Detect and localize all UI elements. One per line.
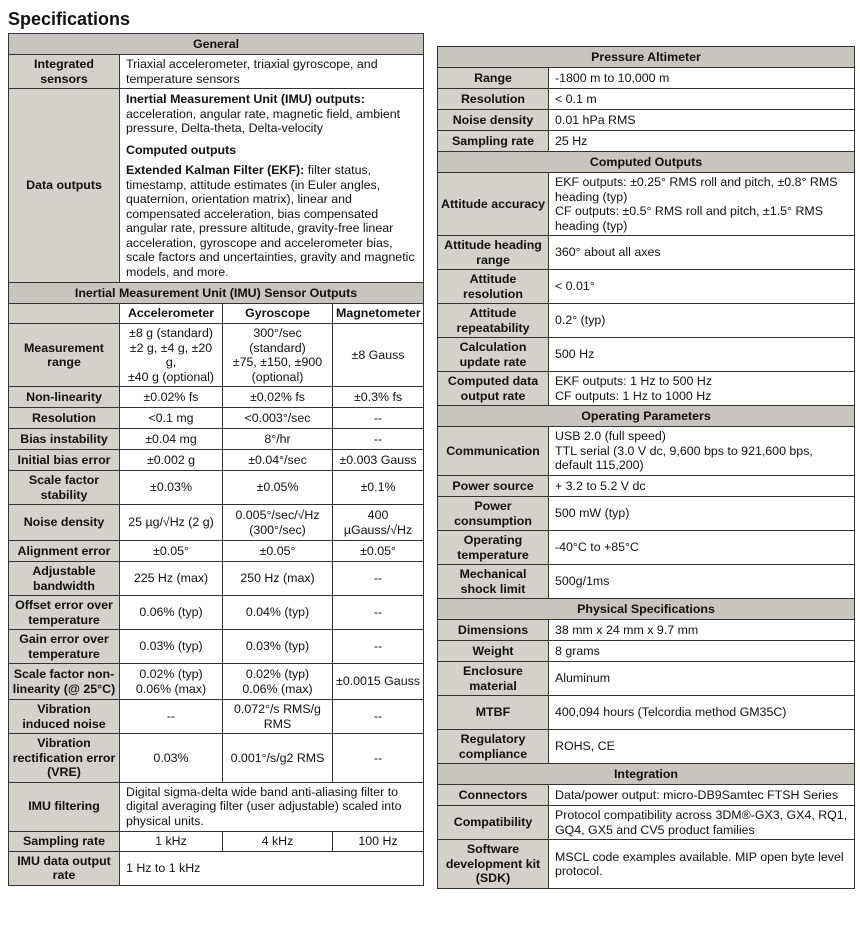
value-line: ±0.02% fs	[249, 389, 305, 404]
imu-cell-accelerometer	[120, 734, 223, 783]
row-label-imu-filtering: IMU filtering	[9, 782, 120, 831]
table-row	[438, 620, 855, 641]
row-label-calculation-update-rate: Calculation update rate	[438, 338, 549, 372]
section-header-integration: Integration	[438, 764, 855, 785]
imu-cell-accelerometer	[120, 471, 223, 505]
value-line: 8°/hr	[264, 431, 291, 446]
value-line: CF outputs: ±0.5° RMS roll and pitch, ±1.5° RMS heading (typ)	[555, 204, 823, 233]
imu-column-header: Gyroscope	[223, 304, 333, 324]
table-row	[438, 662, 855, 696]
value-line: --	[373, 410, 383, 425]
value-line: --	[373, 605, 383, 620]
value-line: 0.03% (typ)	[139, 639, 203, 654]
value-line: TTL serial (3.0 V dc, 9,600 bps to 921,600 bps, default 115,200)	[555, 443, 813, 473]
imu-cell-gyroscope	[223, 429, 333, 450]
imu-cell-magnetometer	[333, 408, 424, 429]
value-line: < 0.01°	[555, 279, 595, 294]
section-header-physical-specifications: Physical Specifications	[438, 599, 855, 620]
value-line: ±8 g (standard)	[129, 326, 213, 340]
value-line: --	[373, 750, 383, 765]
value-line: 0.005°/sec/√Hz	[235, 508, 320, 522]
section-row	[438, 47, 855, 68]
ekf-heading: Extended Kalman Filter (EKF):	[126, 163, 305, 177]
value-line: RMS	[263, 716, 292, 731]
row-label-vibration-induced-noise: Vibration induced noise	[9, 700, 120, 734]
section-row	[438, 764, 855, 785]
table-row	[9, 851, 424, 885]
imu-cell-magnetometer	[333, 387, 424, 408]
row-label-range: Range	[438, 68, 549, 89]
row-label-adjustable-bandwidth: Adjustable bandwidth	[9, 562, 120, 596]
value-line: --	[373, 709, 383, 724]
value-line: 38 mm x 24 mm x 9.7 mm	[555, 622, 699, 637]
row-label-dimensions: Dimensions	[438, 620, 549, 641]
row-value-attitude-repeatability	[549, 304, 855, 338]
row-value-attitude-resolution	[549, 270, 855, 304]
left-spec-table	[8, 33, 424, 886]
row-label-gain-error-over-temperature: Gain error over temperature	[9, 630, 120, 664]
table-row	[9, 324, 424, 387]
value-line: ±0.04 mg	[145, 431, 197, 446]
row-value-software-development-kit-sdk	[549, 840, 855, 889]
imu-outputs-heading: Inertial Measurement Unit (IMU) outputs:	[126, 92, 365, 106]
row-label-offset-error-over-temperature: Offset error over temperature	[9, 596, 120, 630]
table-row	[438, 497, 855, 531]
value-line: < 0.1 m	[555, 91, 597, 106]
ekf-outputs-text	[126, 163, 417, 279]
row-label-computed-data-output-rate: Computed data output rate	[438, 372, 549, 406]
section-header-imu: Inertial Measurement Unit (IMU) Sensor Outputs	[9, 283, 424, 304]
row-value-dimensions	[549, 620, 855, 641]
row-label-scale-factor-non-linearity-25-c: Scale factor non-linearity (@ 25°C)	[9, 664, 120, 700]
row-label-data-outputs: Data outputs	[9, 89, 120, 283]
row-label-integrated-sensors: Integrated sensors	[9, 55, 120, 89]
imu-cell-accelerometer	[120, 429, 223, 450]
row-value-weight	[549, 641, 855, 662]
row-label-compatibility: Compatibility	[438, 806, 549, 840]
imu-cell-magnetometer: 100 Hz	[333, 831, 424, 851]
imu-cell-accelerometer	[120, 505, 223, 541]
value-line: 0.04% (typ)	[245, 605, 310, 620]
row-label-enclosure-material: Enclosure material	[438, 662, 549, 696]
value-line: ±0.3% fs	[353, 389, 403, 404]
value-line: 400,094 hours (Telcordia method GM35C)	[555, 705, 787, 720]
table-row	[9, 664, 424, 700]
imu-cell-magnetometer	[333, 429, 424, 450]
row-label-power-source: Power source	[438, 476, 549, 497]
row-label-attitude-accuracy: Attitude accuracy	[438, 173, 549, 236]
imu-cell-accelerometer	[120, 387, 223, 408]
table-row	[438, 565, 855, 599]
table-row	[9, 700, 424, 734]
row-value-sampling-rate	[549, 131, 855, 152]
row-label-non-linearity: Non-linearity	[9, 387, 120, 408]
imu-cell-gyroscope	[223, 700, 333, 734]
imu-cell-accelerometer	[120, 541, 223, 562]
value-line: 0.02% (typ)	[139, 667, 203, 681]
table-row	[438, 696, 855, 730]
value-line: 8 grams	[555, 643, 600, 658]
table-row	[438, 840, 855, 889]
table-row	[438, 173, 855, 236]
row-value-mechanical-shock-limit	[549, 565, 855, 599]
value-line: + 3.2 to 5.2 V dc	[555, 478, 646, 493]
row-value-noise-density	[549, 110, 855, 131]
value-line: ±0.03%	[150, 480, 192, 495]
imu-column-header: Magnetometer	[333, 304, 424, 324]
row-value-integrated-sensors: Triaxial accelerometer, triaxial gyroscope, and temperature sensors	[120, 55, 424, 89]
row-value-resolution	[549, 89, 855, 110]
row-value-connectors	[549, 785, 855, 806]
row-label-software-development-kit-sdk: Software development kit (SDK)	[438, 840, 549, 889]
table-row	[438, 531, 855, 565]
table-row	[438, 236, 855, 270]
value-line: (optional)	[251, 369, 304, 384]
value-line: <0.003°/sec	[244, 410, 311, 425]
value-line: MSCL code examples available. MIP open byte level protocol.	[555, 849, 844, 878]
section-header-operating-parameters: Operating Parameters	[438, 406, 855, 427]
page-title: Specifications	[8, 9, 131, 29]
value-line: ±0.0015 Gauss	[336, 674, 420, 689]
imu-cell-accelerometer	[120, 630, 223, 664]
row-value-regulatory-compliance	[549, 730, 855, 764]
value-line: 0.001°/s/g2 RMS	[230, 750, 325, 765]
table-row	[9, 596, 424, 630]
value-line: -40°C to +85°C	[555, 540, 639, 555]
table-row	[9, 450, 424, 471]
value-line: ±0.003 Gauss	[339, 452, 417, 467]
row-label-measurement-range: Measurement range	[9, 324, 120, 387]
imu-cell-accelerometer	[120, 596, 223, 630]
imu-cell-accelerometer	[120, 408, 223, 429]
row-label-mechanical-shock-limit: Mechanical shock limit	[438, 565, 549, 599]
imu-column-header: Accelerometer	[120, 304, 223, 324]
section-row	[438, 152, 855, 173]
table-row	[438, 110, 855, 131]
row-value-compatibility	[549, 806, 855, 840]
row-label-alignment-error: Alignment error	[9, 541, 120, 562]
row-value-calculation-update-rate	[549, 338, 855, 372]
value-line: ±75, ±150, ±900	[232, 355, 323, 369]
imu-cell-gyroscope	[223, 450, 333, 471]
imu-cell-magnetometer	[333, 734, 424, 783]
row-label-noise-density: Noise density	[9, 505, 120, 541]
row-value-communication	[549, 427, 855, 476]
value-line: ±0.05°	[360, 543, 396, 558]
imu-cell-accelerometer: 1 kHz	[120, 831, 223, 851]
table-row	[438, 427, 855, 476]
value-line: Protocol compatibility across 3DM®-GX3, GX4, RQ1, GQ4, GX5 and CV5 product families	[555, 808, 848, 837]
row-label-attitude-heading-range: Attitude heading range	[438, 236, 549, 270]
table-row	[438, 304, 855, 338]
table-row	[438, 806, 855, 840]
value-line: 500 mW (typ)	[555, 506, 630, 521]
section-row	[438, 599, 855, 620]
table-row	[438, 89, 855, 110]
value-line: (300°/sec)	[249, 522, 306, 537]
value-line: --	[373, 571, 383, 586]
value-line: ±0.1%	[360, 480, 396, 495]
row-value-enclosure-material	[549, 662, 855, 696]
value-line: 0.02% (typ)	[245, 667, 310, 681]
imu-cell-accelerometer	[120, 450, 223, 471]
row-label-bias-instability: Bias instability	[9, 429, 120, 450]
value-line: ±0.05%	[256, 480, 299, 495]
right-spec-table	[437, 46, 855, 889]
row-label-imu-data-output-rate: IMU data output rate	[9, 851, 120, 885]
row-label-resolution: Resolution	[9, 408, 120, 429]
table-row	[438, 372, 855, 406]
value-line: EKF outputs: ±0.25° RMS roll and pitch, ±0.8° RMS heading (typ)	[555, 175, 838, 204]
imu-column-header-blank	[9, 304, 120, 324]
value-line: <0.1 mg	[148, 410, 194, 425]
row-value-data-outputs	[120, 89, 424, 283]
value-line: 25 µg/√Hz (2 g)	[128, 515, 214, 530]
imu-cell-gyroscope: 4 kHz	[223, 831, 333, 851]
value-line: -1800 m to 10,000 m	[555, 70, 670, 85]
table-row	[9, 505, 424, 541]
value-line: 0.06% (typ)	[139, 605, 203, 620]
imu-cell-accelerometer	[120, 324, 223, 387]
value-line: 0.072°/s RMS/g	[234, 702, 321, 716]
row-label-weight: Weight	[438, 641, 549, 662]
section-header-computed-outputs: Computed Outputs	[438, 152, 855, 173]
imu-cell-magnetometer	[333, 630, 424, 664]
table-row	[9, 471, 424, 505]
value-line: --	[373, 431, 383, 446]
row-label-connectors: Connectors	[438, 785, 549, 806]
value-line: 225 Hz (max)	[133, 571, 209, 586]
row-label-regulatory-compliance: Regulatory compliance	[438, 730, 549, 764]
value-line: ±0.05°	[153, 543, 189, 558]
value-line: 250 Hz (max)	[240, 571, 315, 586]
section-header-pressure-altimeter: Pressure Altimeter	[438, 47, 855, 68]
imu-cell-accelerometer	[120, 664, 223, 700]
value-line: 0.06% (max)	[242, 681, 313, 696]
value-line: 0.2° (typ)	[555, 313, 606, 328]
table-row	[9, 630, 424, 664]
table-row	[9, 408, 424, 429]
row-label-scale-factor-stability: Scale factor stability	[9, 471, 120, 505]
imu-cell-gyroscope	[223, 630, 333, 664]
row-label-vibration-rectification-error-vre: Vibration rectification error (VRE)	[9, 734, 120, 783]
imu-cell-gyroscope	[223, 734, 333, 783]
value-line: 0.06% (max)	[135, 681, 207, 696]
value-line: 300°/sec (standard)	[249, 326, 306, 355]
imu-cell-magnetometer	[333, 664, 424, 700]
value-line: --	[166, 709, 176, 724]
row-label-mtbf: MTBF	[438, 696, 549, 730]
ekf-text: filter status, timestamp, attitude estimates (in Euler angles, quaternion, orientation matrix), linear and compensated acceleration, bias compensated angular rate, pressure altitude, gravity-free linear acceleration, gyroscope and accelerometer bias, scale factors and uncertainties, gravity and magnetic models, and more.	[126, 163, 415, 279]
row-label-sampling-rate: Sampling rate	[9, 831, 120, 851]
row-value-mtbf	[549, 696, 855, 730]
table-row	[438, 131, 855, 152]
value-line: ±0.02% fs	[143, 389, 199, 404]
row-value-computed-data-output-rate	[549, 372, 855, 406]
section-header-general: General	[9, 34, 424, 55]
row-value-attitude-heading-range	[549, 236, 855, 270]
value-line: Data/power output: micro-DB9Samtec FTSH Series	[555, 787, 839, 802]
imu-cell-magnetometer	[333, 505, 424, 541]
imu-cell-gyroscope	[223, 408, 333, 429]
imu-cell-magnetometer	[333, 562, 424, 596]
value-line: 0.03%	[153, 750, 189, 765]
table-row	[9, 429, 424, 450]
table-row	[9, 782, 424, 831]
row-label-initial-bias-error: Initial bias error	[9, 450, 120, 471]
imu-cell-gyroscope	[223, 562, 333, 596]
value-line: µGauss/√Hz	[343, 522, 413, 537]
table-row	[438, 785, 855, 806]
row-value-imu-filtering: Digital sigma-delta wide band anti-aliasing filter to digital averaging filter (user adjustable) scaled into physical units.	[120, 782, 424, 831]
value-line: 500g/1ms	[555, 574, 610, 589]
imu-cell-magnetometer	[333, 324, 424, 387]
imu-cell-gyroscope	[223, 505, 333, 541]
row-label-attitude-repeatability: Attitude repeatability	[438, 304, 549, 338]
row-label-attitude-resolution: Attitude resolution	[438, 270, 549, 304]
row-value-power-consumption	[549, 497, 855, 531]
value-line: 400	[367, 508, 389, 522]
table-row	[438, 641, 855, 662]
value-line: 0.01 hPa RMS	[555, 112, 636, 127]
imu-cell-magnetometer	[333, 541, 424, 562]
table-row	[438, 730, 855, 764]
row-label-power-consumption: Power consumption	[438, 497, 549, 531]
value-line: ±0.05°	[259, 543, 296, 558]
table-row	[9, 387, 424, 408]
value-line: ±0.002 g	[146, 452, 196, 467]
table-row	[9, 562, 424, 596]
row-label-resolution: Resolution	[438, 89, 549, 110]
value-line: 25 Hz	[555, 133, 588, 148]
row-label-operating-temperature: Operating temperature	[438, 531, 549, 565]
value-line: USB 2.0 (full speed)	[555, 429, 666, 444]
value-line: ROHS, CE	[555, 739, 615, 754]
table-row	[438, 338, 855, 372]
value-line: ±2 g, ±4 g, ±20 g,	[129, 340, 213, 369]
row-label-noise-density: Noise density	[438, 110, 549, 131]
imu-cell-gyroscope	[223, 387, 333, 408]
table-row	[9, 541, 424, 562]
value-line: CF outputs: 1 Hz to 1000 Hz	[555, 388, 712, 403]
row-value-range	[549, 68, 855, 89]
table-row	[9, 734, 424, 783]
imu-cell-accelerometer	[120, 700, 223, 734]
section-row	[438, 406, 855, 427]
imu-cell-magnetometer	[333, 700, 424, 734]
table-row	[438, 270, 855, 304]
value-line: --	[373, 639, 383, 654]
imu-cell-gyroscope	[223, 664, 333, 700]
value-line: ±40 g (optional)	[127, 369, 214, 384]
value-line: EKF outputs: 1 Hz to 500 Hz	[555, 374, 713, 388]
imu-outputs-text: acceleration, angular rate, magnetic field, ambient pressure, Delta-theta, Delta-velocity	[126, 106, 401, 135]
imu-cell-accelerometer	[120, 562, 223, 596]
value-line: ±8 Gauss	[351, 347, 405, 362]
imu-cell-gyroscope	[223, 596, 333, 630]
table-row	[438, 68, 855, 89]
row-value-imu-data-output-rate: 1 Hz to 1 kHz	[120, 851, 424, 885]
table-row	[438, 476, 855, 497]
row-value-operating-temperature	[549, 531, 855, 565]
imu-cell-magnetometer	[333, 450, 424, 471]
value-line: 500 Hz	[555, 347, 595, 362]
imu-cell-magnetometer	[333, 471, 424, 505]
value-line: 360° about all axes	[555, 245, 661, 260]
value-line: ±0.04°/sec	[248, 452, 307, 467]
imu-cell-gyroscope	[223, 324, 333, 387]
table-row	[9, 831, 424, 851]
imu-cell-gyroscope	[223, 541, 333, 562]
value-line: 0.03% (typ)	[245, 639, 310, 654]
row-value-power-source	[549, 476, 855, 497]
row-label-sampling-rate: Sampling rate	[438, 131, 549, 152]
computed-outputs-heading: Computed outputs	[126, 142, 237, 157]
imu-cell-gyroscope	[223, 471, 333, 505]
imu-cell-magnetometer	[333, 596, 424, 630]
row-label-communication: Communication	[438, 427, 549, 476]
row-value-attitude-accuracy	[549, 173, 855, 236]
value-line: Aluminum	[555, 671, 611, 686]
